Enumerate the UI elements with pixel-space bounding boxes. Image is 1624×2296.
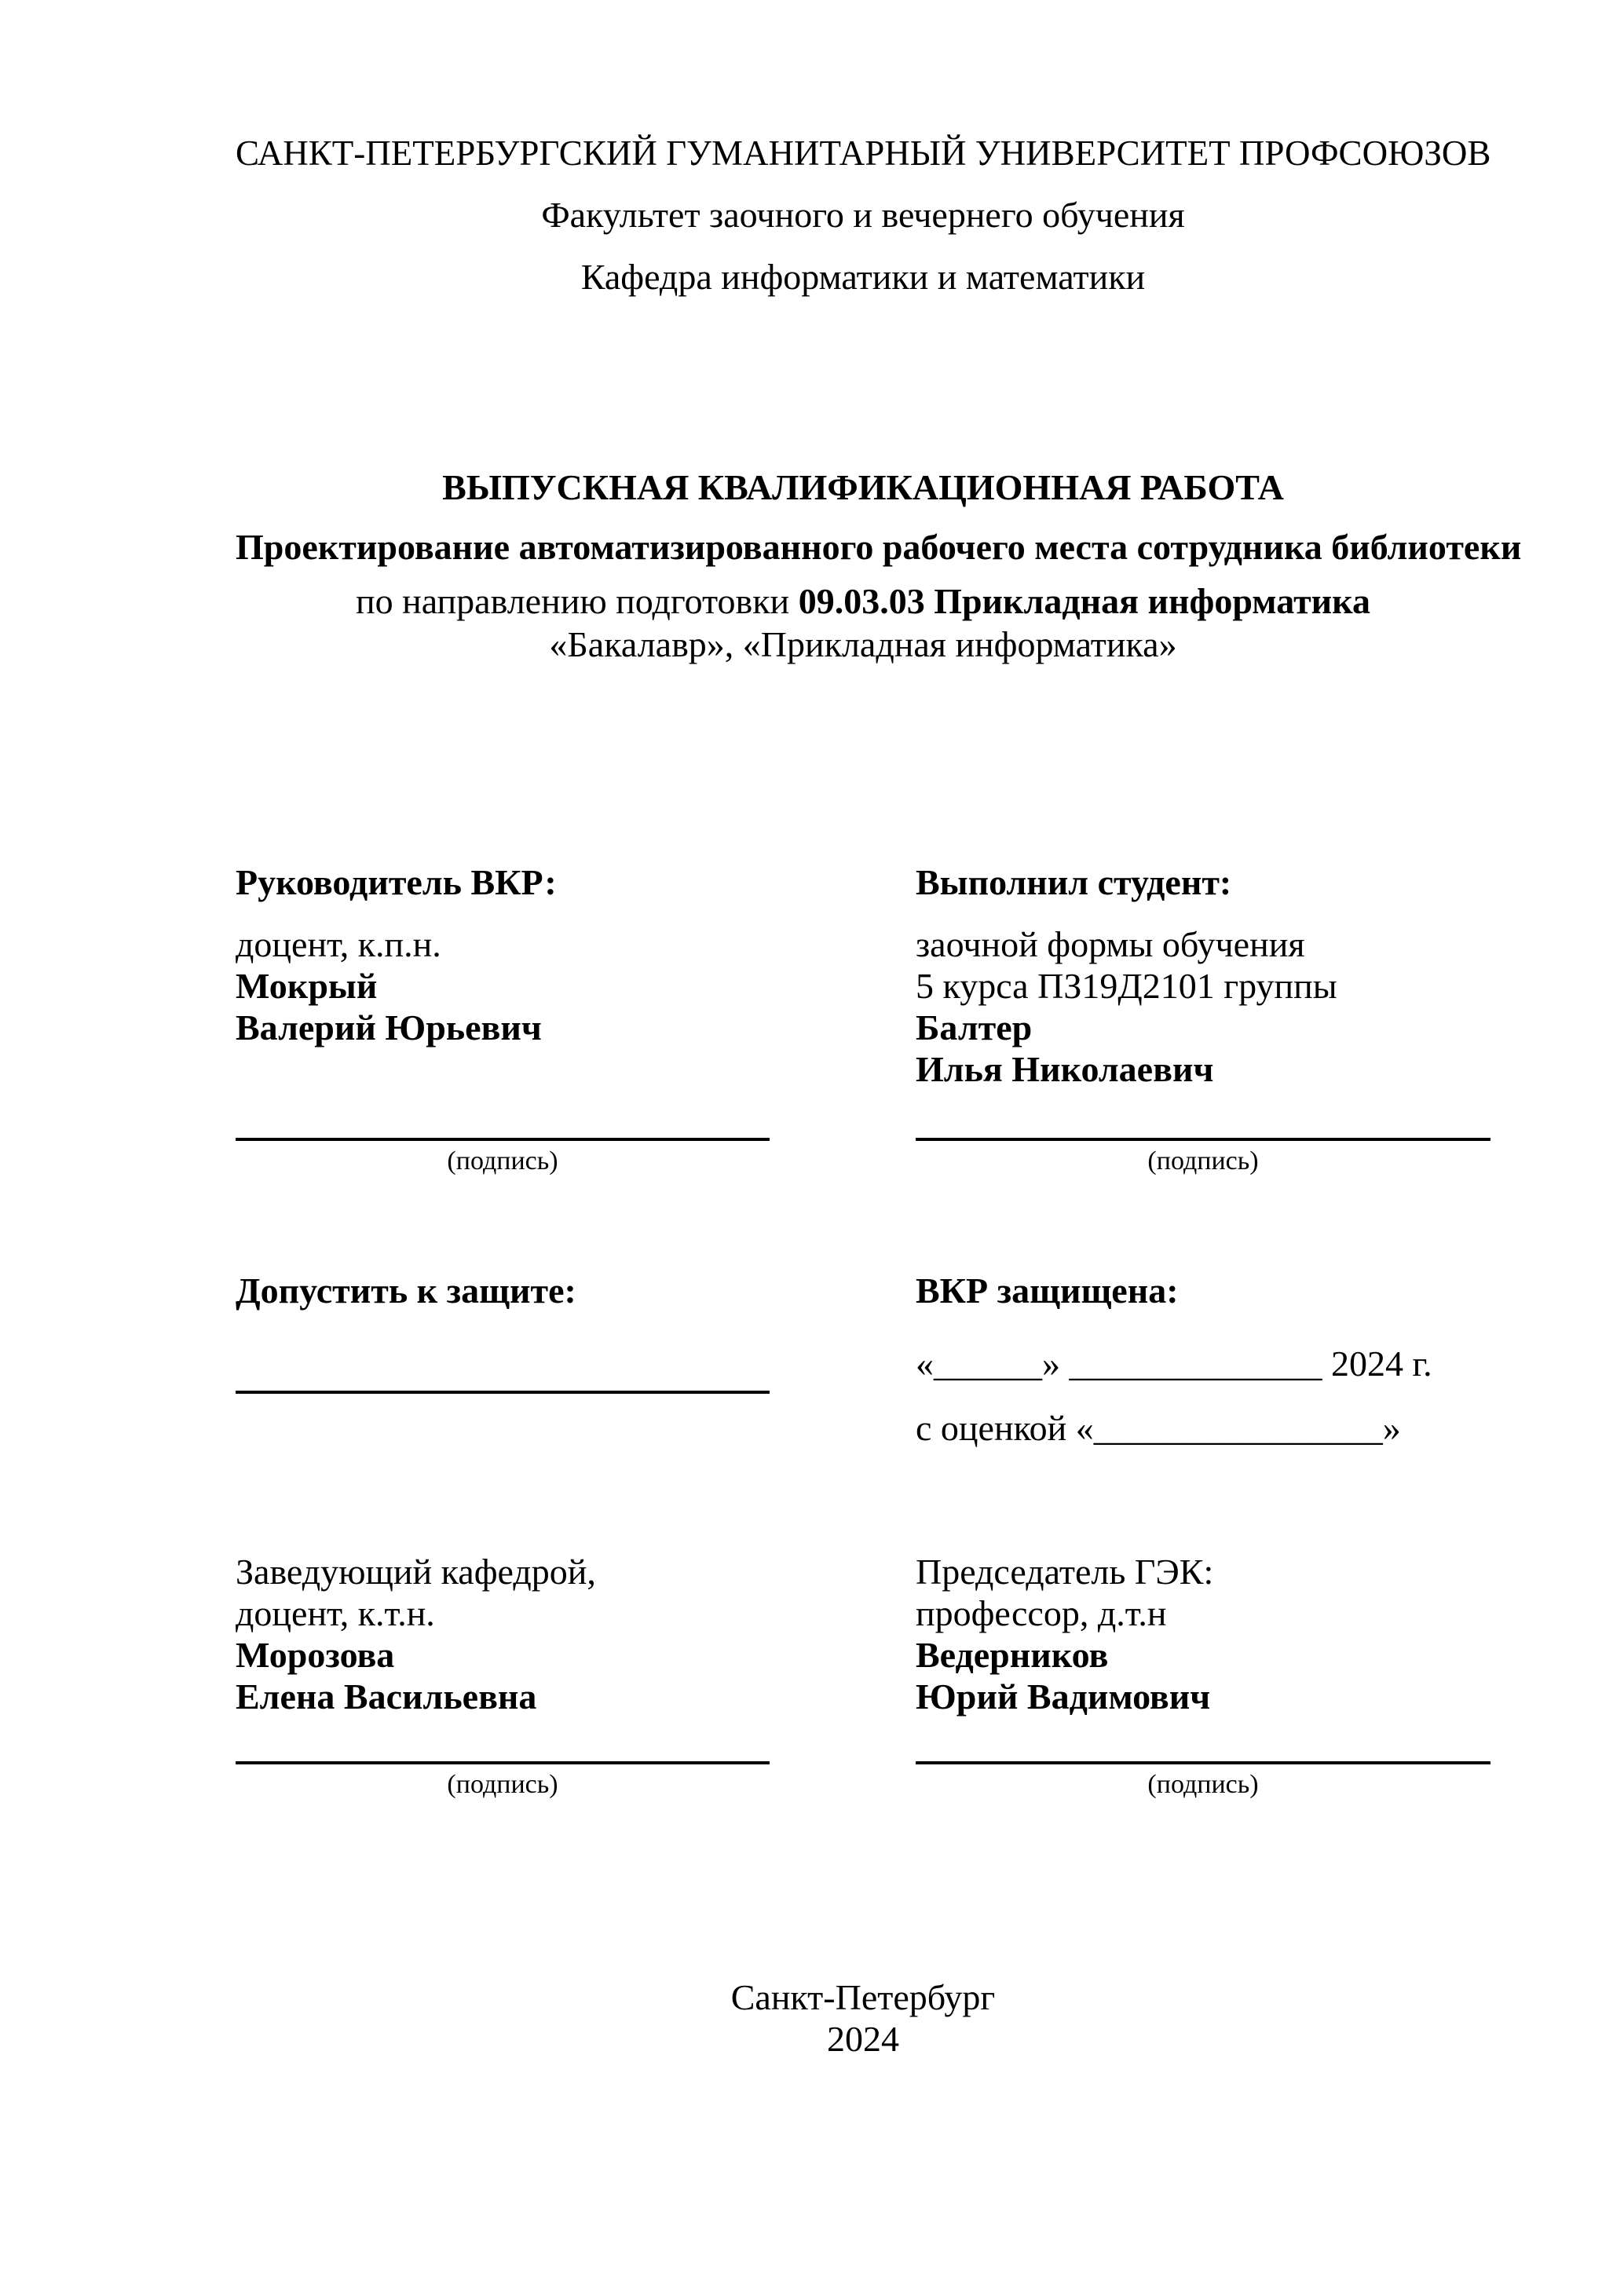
student-heading: Выполнил студент: <box>916 862 1232 903</box>
faculty-name: Факультет заочного и вечернего обучения <box>541 194 1185 235</box>
admission-block <box>236 1270 770 1474</box>
signature-caption: (подпись) <box>1147 1769 1259 1799</box>
department-head-signature <box>236 1761 770 1800</box>
defense-block <box>916 1270 1490 1474</box>
signature-caption: (подпись) <box>447 1769 558 1799</box>
department-head-degree: доцент, к.т.н. <box>236 1593 435 1634</box>
supervisor-student-section <box>236 862 1490 1176</box>
supervisor-block <box>236 862 770 1090</box>
student-signature <box>916 1138 1490 1176</box>
signature-line <box>236 1391 770 1394</box>
document-footer <box>236 1977 1490 2060</box>
department-head-position: Заведующий кафедрой, <box>236 1552 596 1592</box>
direction-line <box>236 581 1490 623</box>
work-type-title: ВЫПУСКНАЯ КВАЛИФИКАЦИОННАЯ РАБОТА <box>442 466 1284 507</box>
admission-defense-section <box>236 1270 1490 1474</box>
signature-caption: (подпись) <box>1147 1146 1259 1175</box>
signature-line <box>916 1138 1490 1141</box>
document-header <box>236 133 1490 298</box>
department-head-name: Елена Васильевна <box>236 1676 537 1717</box>
gec-chair-name: Юрий Вадимович <box>916 1676 1211 1717</box>
defense-date-line: «______» ______________ 2024 г. <box>916 1343 1432 1384</box>
department-name: Кафедра информатики и математики <box>580 256 1146 297</box>
gec-chair-heading: Председатель ГЭК: <box>916 1552 1214 1592</box>
student-surname: Балтер <box>916 1007 1033 1047</box>
dept-head-gec-section <box>236 1552 1490 1800</box>
thesis-theme: Проектирование автоматизированного рабочего места сотрудника библиотеки <box>236 527 1522 568</box>
supervisor-name: Валерий Юрьевич <box>236 1007 542 1047</box>
footer-year: 2024 <box>827 2019 899 2060</box>
department-head-surname: Морозова <box>236 1635 395 1676</box>
gec-chair-degree: профессор, д.т.н <box>916 1593 1167 1634</box>
university-name: САНКТ-ПЕТЕРБУРГСКИЙ ГУМАНИТАРНЫЙ УНИВЕРСИТЕТ ПРОФСОЮЗОВ <box>236 133 1491 173</box>
gec-chair-signature <box>916 1761 1490 1800</box>
student-block <box>916 862 1490 1090</box>
direction-prefix: по направлению подготовки <box>356 581 790 622</box>
qualification-line: «Бакалавр», «Прикладная информатика» <box>549 624 1177 665</box>
gec-chair-surname: Ведерников <box>916 1635 1109 1676</box>
footer-city: Санкт-Петербург <box>730 1977 996 2018</box>
supervisor-surname: Мокрый <box>236 965 378 1006</box>
supervisor-signature <box>236 1138 770 1176</box>
student-group: 5 курса ПЗ19Д2101 группы <box>916 965 1337 1006</box>
gec-chair-block <box>916 1552 1490 1718</box>
supervisor-heading: Руководитель ВКР: <box>236 862 557 903</box>
student-study-form: заочной формы обучения <box>916 923 1305 964</box>
signature-line <box>916 1761 1490 1764</box>
title-block <box>236 466 1522 667</box>
defense-grade-line: с оценкой «________________» <box>916 1408 1401 1449</box>
signature-line <box>236 1761 770 1764</box>
student-name: Илья Николаевич <box>916 1048 1214 1089</box>
signature-line <box>236 1138 770 1141</box>
department-head-block <box>236 1552 770 1718</box>
defense-heading: ВКР защищена: <box>916 1270 1179 1311</box>
supervisor-degree: доцент, к.п.н. <box>236 923 441 964</box>
admission-heading: Допустить к защите: <box>236 1270 576 1311</box>
direction-code: 09.03.03 Прикладная информатика <box>798 581 1370 622</box>
signature-caption: (подпись) <box>447 1146 558 1175</box>
